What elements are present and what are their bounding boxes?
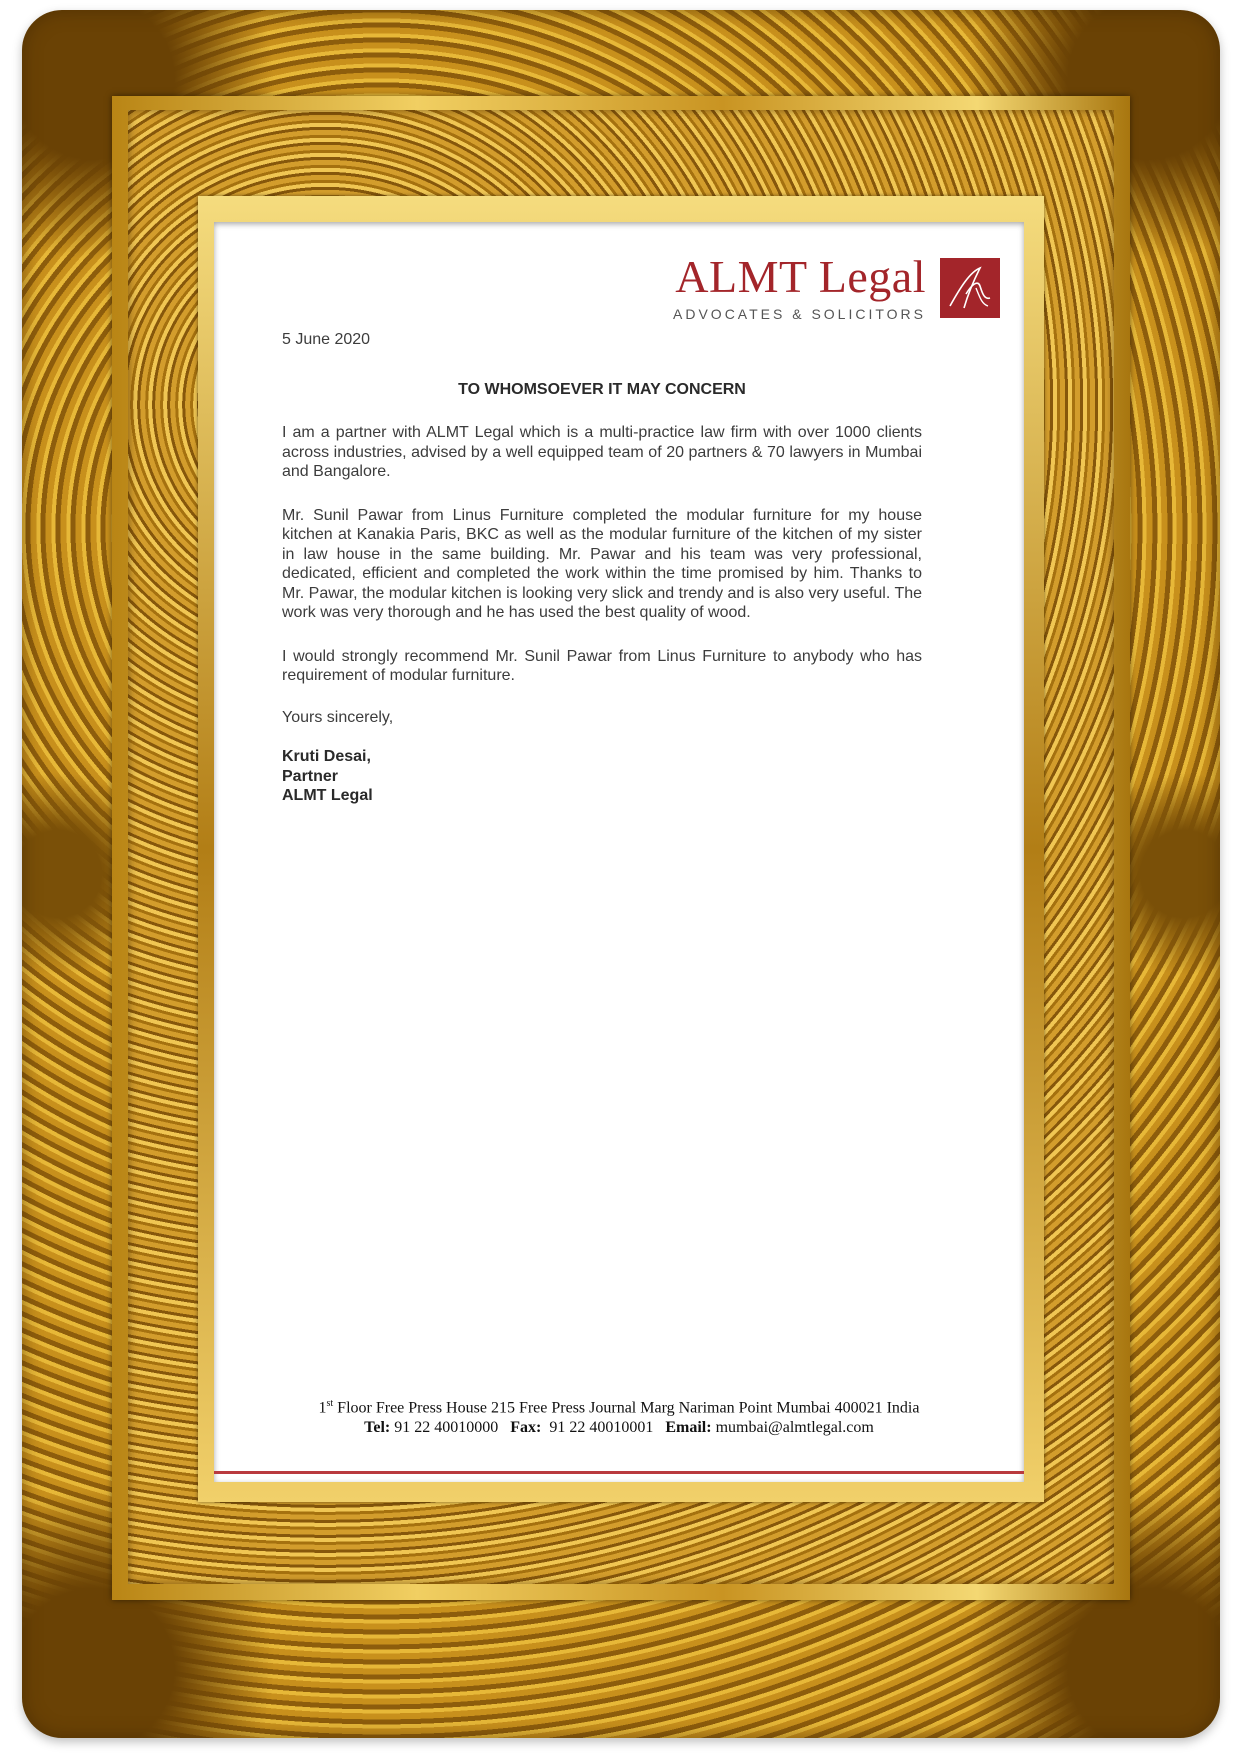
letter-date: 5 June 2020	[282, 331, 371, 348]
signatory-name: Kruti Desai,	[282, 748, 371, 765]
footer-red-rule	[214, 1471, 1024, 1474]
email-address: mumbai@almtlegal.com	[715, 1419, 874, 1437]
signatory-title: Partner	[282, 767, 339, 785]
address-text: Floor Free Press House 215 Free Press Journal Marg Nariman Point Mumbai 400021 India	[337, 1399, 920, 1417]
letter-paper	[214, 222, 1024, 1482]
fax-label: Fax:	[510, 1419, 542, 1437]
signatory-company: ALMT Legal	[282, 787, 373, 804]
floor-number: 1	[318, 1399, 327, 1417]
tel-number: 91 22 40010000	[394, 1419, 499, 1437]
footer-address	[214, 1394, 1024, 1418]
paragraph-testimonial: Mr. Sunil Pawar from Linus Furniture completed the modular furniture for my house kitchen at Kanakia Paris, BKC as well as the modular furniture of the kitchen of my sister in law house in the same building. Mr. Pawar and his team was very professional, dedicated, efficient and completed the work within the time promised by him. Thanks to Mr. Pawar, the modular kitchen is looking very slick and trendy and is also very useful. The work was very thorough and he has used the best quality of wood.	[282, 506, 923, 621]
footer-contact	[214, 1418, 1024, 1438]
letter-body	[282, 330, 922, 806]
firm-tagline: ADVOCATES & SOLICITORS	[673, 306, 926, 322]
letterhead-footer	[214, 1394, 1024, 1438]
tel-label: Tel:	[364, 1419, 391, 1437]
letter-subject: TO WHOMSOEVER IT MAY CONCERN	[458, 380, 746, 398]
letter-closing: Yours sincerely,	[282, 708, 394, 726]
fax-number: 91 22 40010001	[549, 1419, 654, 1437]
firm-name: ALMT Legal	[675, 251, 926, 302]
firm-logo	[673, 251, 1000, 322]
floor-suffix: st	[326, 1398, 334, 1409]
paragraph-recommendation: I would strongly recommend Mr. Sunil Pawar from Linus Furniture to anybody who has requirement of modular furniture.	[282, 647, 922, 684]
email-label: Email:	[665, 1419, 712, 1437]
paragraph-introduction: I am a partner with ALMT Legal which is a multi-practice law firm with over 1000 clients across industries, advised by a well equipped team of 20 partners & 70 lawyers in Mumbai and Bangalore.	[282, 424, 922, 480]
signature-block	[282, 747, 922, 806]
logo-monogram-icon	[940, 258, 1000, 318]
logo-text	[673, 251, 926, 322]
